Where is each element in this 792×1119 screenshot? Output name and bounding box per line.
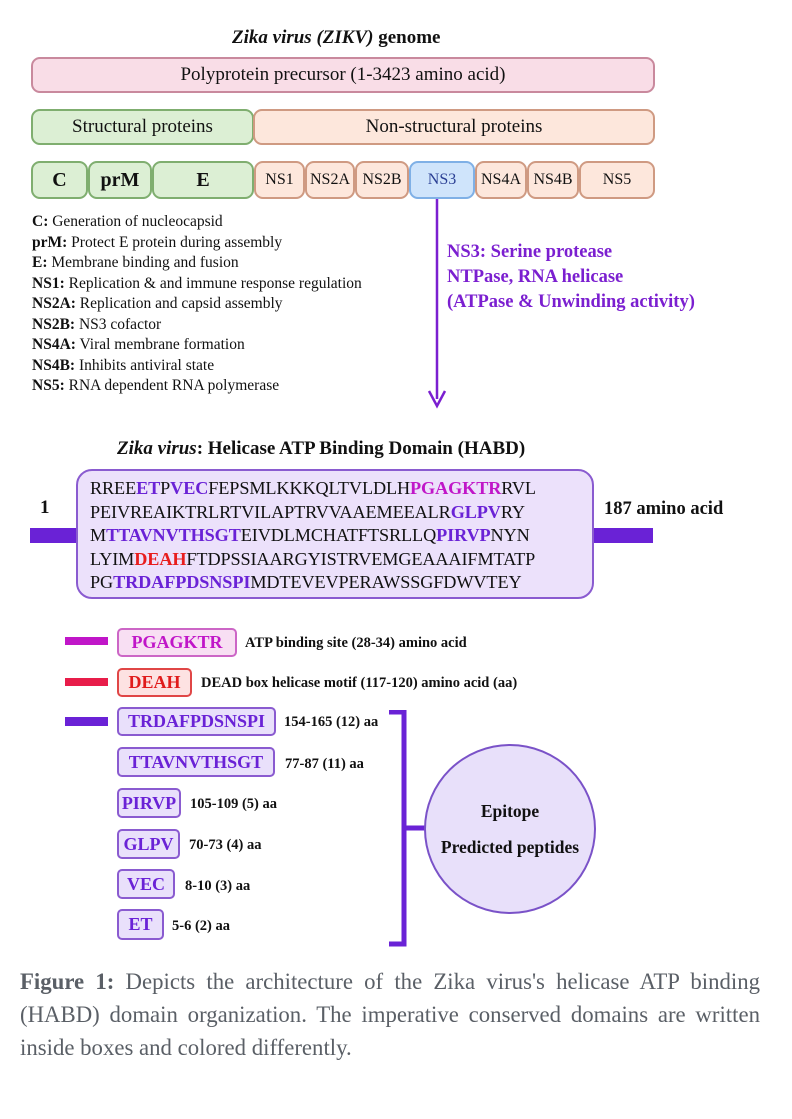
- legend-item: NS5: RNA dependent RNA polymerase: [32, 377, 280, 394]
- motif-vec: VEC: [117, 869, 175, 899]
- motif-pgagktr: PGAGKTR: [117, 628, 237, 657]
- atp-site-marker: [65, 637, 108, 645]
- sequence-line: MTTAVNVTHSGTEIVDLMCHATFTSRLLQPIRVPNYN: [90, 525, 530, 545]
- sequence-line: PGTRDAFPDSNSPIMDTEVEVPERAWSSGFDWVTEY: [90, 572, 522, 592]
- motif-label: ATP binding site (28-34) amino acid: [245, 635, 467, 651]
- legend-item: C: Generation of nucleocapsid: [32, 213, 223, 230]
- legend-item: prM: Protect E protein during assembly: [32, 233, 283, 251]
- habd-sequence-box: [76, 469, 594, 599]
- gene-ns2a: NS2A: [305, 161, 355, 199]
- legend-item: NS2A: Replication and capsid assembly: [32, 295, 283, 312]
- epitope-marker: [65, 717, 108, 726]
- gene-c: C: [31, 161, 88, 199]
- legend-item: NS4B: Inhibits antiviral state: [32, 356, 215, 374]
- gene-ns4a: NS4A: [475, 161, 527, 199]
- motif-label: 105-109 (5) aa: [190, 796, 277, 812]
- end-position-label: 187 amino acid: [604, 499, 724, 519]
- sequence-line: LYIMDEAHFTDPSSIAARGYISTRVEMGEAAAIFMTATP: [90, 548, 536, 569]
- motif-label: 77-87 (11) aa: [285, 756, 364, 772]
- sequence-line: PEIVREAIKTRLRTVILAPTRVVAAEMEEALRGLPVRY: [90, 501, 525, 522]
- ns3-arrow: [425, 199, 449, 413]
- motif-label: 8-10 (3) aa: [185, 878, 251, 894]
- motif-label: 154-165 (12) aa: [284, 714, 379, 730]
- habd-title: Zika virus: Helicase ATP Binding Domain (HABD): [117, 438, 526, 459]
- motif-ttavnvthsgt: TTAVNVTHSGT: [117, 747, 275, 777]
- figure-caption: Figure 1: Depicts the architecture of the Zika virus's helicase ATP binding (HABD) domain organization. The imperative conserved domains are written inside boxes and colored differently.: [20, 969, 760, 1060]
- sequence-line: RREEETPVECFEPSMLKKKQLTVLDLHPGAGKTRRVL: [90, 478, 536, 498]
- nonstructural-proteins-box: Non-structural proteins: [253, 109, 655, 145]
- structural-proteins-box: Structural proteins: [31, 109, 254, 145]
- epitope-circle: [424, 744, 596, 914]
- start-position-label: 1: [40, 497, 50, 518]
- legend-item: NS4A: Viral membrane formation: [32, 336, 245, 353]
- motif-et: ET: [117, 909, 164, 940]
- polyprotein-box: Polyprotein precursor (1-3423 amino acid): [31, 57, 655, 93]
- protein-function-legend: [32, 212, 362, 397]
- gene-ns1: NS1: [254, 161, 305, 199]
- motif-trdafpdsnspi: TRDAFPDSNSPI: [117, 707, 276, 736]
- motif-label: 5-6 (2) aa: [172, 918, 230, 934]
- legend-item: E: Membrane binding and fusion: [32, 254, 239, 271]
- gene-prm: prM: [88, 161, 152, 199]
- predicted-peptides-label: Predicted peptides: [440, 837, 580, 857]
- legend-item: NS2B: NS3 cofactor: [32, 315, 162, 333]
- motif-label: DEAD box helicase motif (117-120) amino acid (aa): [201, 675, 518, 691]
- motif-glpv: GLPV: [117, 829, 180, 859]
- gene-ns3: NS3: [409, 161, 475, 199]
- dead-box-marker: [65, 678, 108, 686]
- genome-title: Zika virus (ZIKV) genome: [232, 27, 441, 48]
- motif-label: 70-73 (4) aa: [189, 837, 262, 853]
- legend-item: NS1: Replication & and immune response regulation: [32, 274, 362, 292]
- gene-ns5: NS5: [579, 161, 655, 199]
- sequence-right-flank: [593, 528, 653, 543]
- motif-deah: DEAH: [117, 668, 192, 697]
- epitope-label: Epitope: [480, 801, 540, 821]
- motif-pirvp: PIRVP: [117, 788, 181, 818]
- sequence-left-flank: [30, 528, 78, 543]
- ns3-function-note: NS3: Serine protease NTPase, RNA helicase (ATPase & Unwinding activity): [447, 242, 695, 312]
- gene-e: E: [152, 161, 254, 199]
- gene-ns4b: NS4B: [527, 161, 579, 199]
- gene-ns2b: NS2B: [355, 161, 409, 199]
